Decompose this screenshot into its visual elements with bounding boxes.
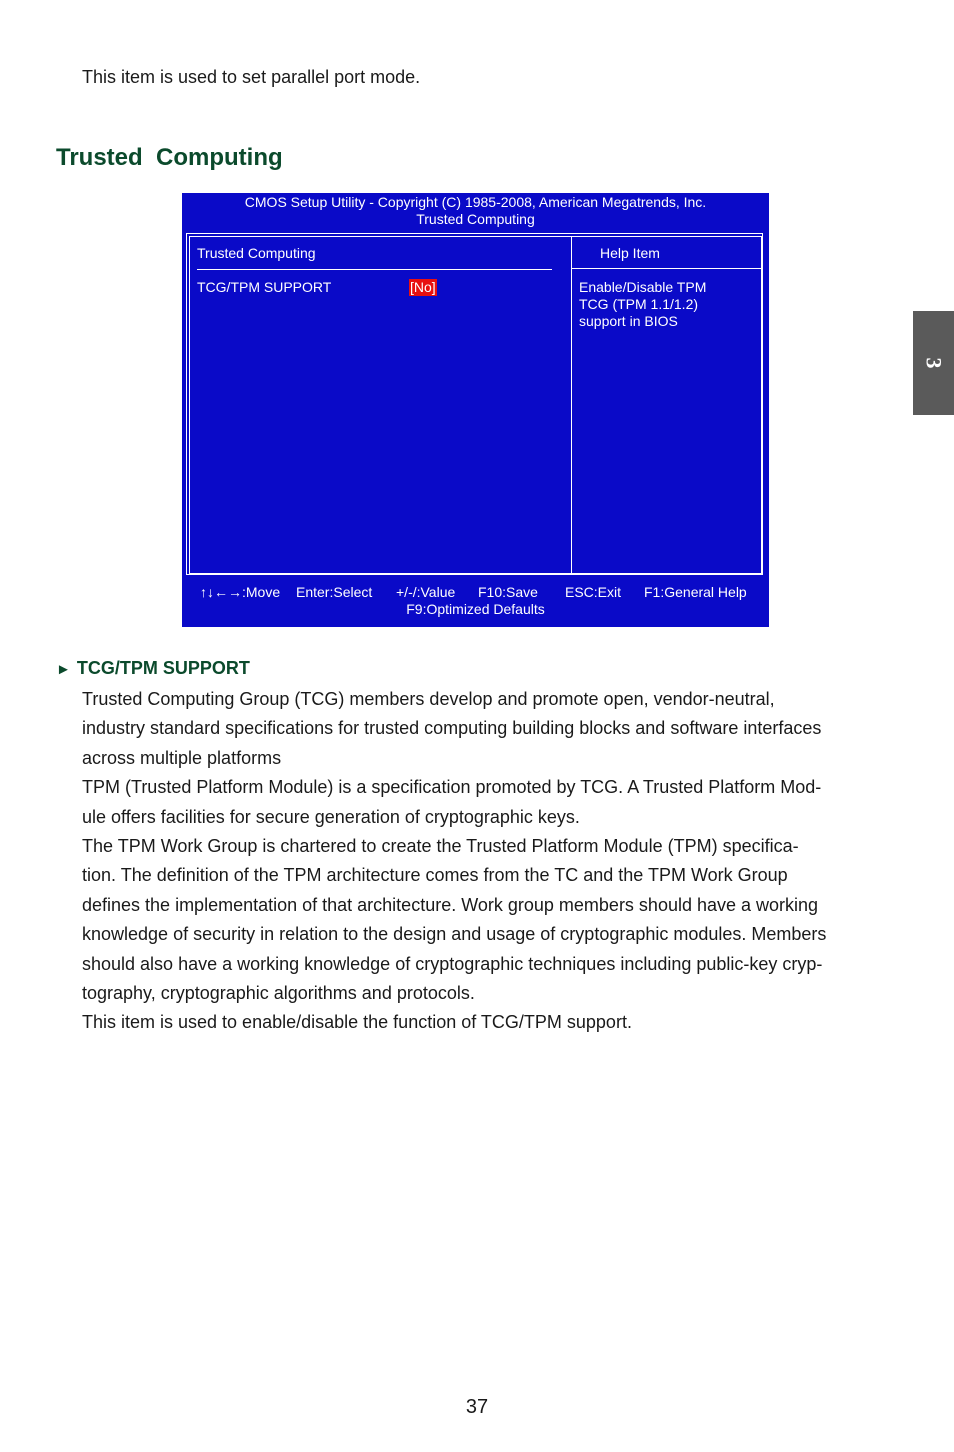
description-line: knowledge of security in relation to the design and usage of cryptographic modules. Members: [82, 924, 827, 945]
description-line: TPM (Trusted Platform Module) is a specification promoted by TCG. A Trusted Platform Mod-: [82, 777, 822, 798]
description-line: defines the implementation of that architecture. Work group members should have a working: [82, 894, 819, 915]
bios-panel-title: Trusted Computing: [197, 245, 316, 261]
help-line: Enable/Disable TPM: [579, 279, 707, 295]
key-exit: ESC:Exit: [565, 584, 622, 600]
help-item-title: Help Item: [600, 245, 660, 261]
description-line: This item is used to enable/disable the function of TCG/TPM support.: [82, 1012, 632, 1033]
key-select: Enter:Select: [296, 584, 373, 600]
tcg-tpm-support-heading: [56, 656, 250, 682]
help-item-text: [579, 279, 706, 330]
tcg-tpm-support-label[interactable]: TCG/TPM SUPPORT: [197, 279, 332, 295]
chapter-tab: [913, 311, 954, 415]
description-line: across multiple platforms: [82, 747, 282, 768]
chapter-number: 3: [921, 357, 947, 369]
description-line: tography, cryptographic algorithms and protocols.: [82, 983, 475, 1004]
bios-panel-underline: [197, 269, 552, 270]
bios-frame: [186, 233, 763, 575]
heading-text: TCG/TPM SUPPORT: [76, 658, 250, 678]
bios-key-legend: [182, 584, 769, 618]
description-line: should also have a working knowledge of cryptographic techniques including public-key cryp-: [82, 953, 823, 974]
bios-frame-inner: [189, 236, 762, 574]
help-line: support in BIOS: [579, 313, 678, 329]
description-line: industry standard specifications for trusted computing building blocks and software interfaces: [82, 718, 822, 739]
help-line: TCG (TPM 1.1/1.2): [579, 296, 699, 312]
key-move: ↑↓←→:Move: [200, 584, 281, 600]
bios-panel-divider: [571, 237, 572, 573]
help-item-underline: [572, 268, 761, 269]
key-general-help: F1:General Help: [644, 584, 747, 600]
bios-header: [182, 194, 769, 228]
description-line: Trusted Computing Group (TCG) members develop and promote open, vendor-neutral,: [82, 689, 775, 709]
description-line: The TPM Work Group is chartered to create the Trusted Platform Module (TPM) specifica-: [82, 836, 799, 857]
description-line: tion. The definition of the TPM architecture comes from the TC and the TPM Work Group: [82, 865, 788, 886]
page-number: 37: [465, 1396, 489, 1418]
bios-screenshot: [182, 193, 769, 627]
key-value: +/-/:Value: [396, 584, 456, 600]
key-optimized-defaults: F9:Optimized Defaults: [406, 601, 545, 617]
key-save: F10:Save: [478, 584, 538, 600]
section-title: Trusted Computing: [56, 144, 283, 171]
right-triangle-icon: ►: [56, 661, 71, 678]
description-body: [82, 685, 894, 1038]
intro-text: This item is used to set parallel port mode.: [82, 67, 421, 87]
bios-header-copyright: CMOS Setup Utility - Copyright (C) 1985-2008, American Megatrends, Inc.: [244, 194, 707, 210]
description-line: ule offers facilities for secure generation of cryptographic keys.: [82, 806, 580, 827]
tcg-tpm-support-value[interactable]: [No]: [410, 279, 436, 295]
bios-header-screen-title: Trusted Computing: [416, 211, 535, 227]
